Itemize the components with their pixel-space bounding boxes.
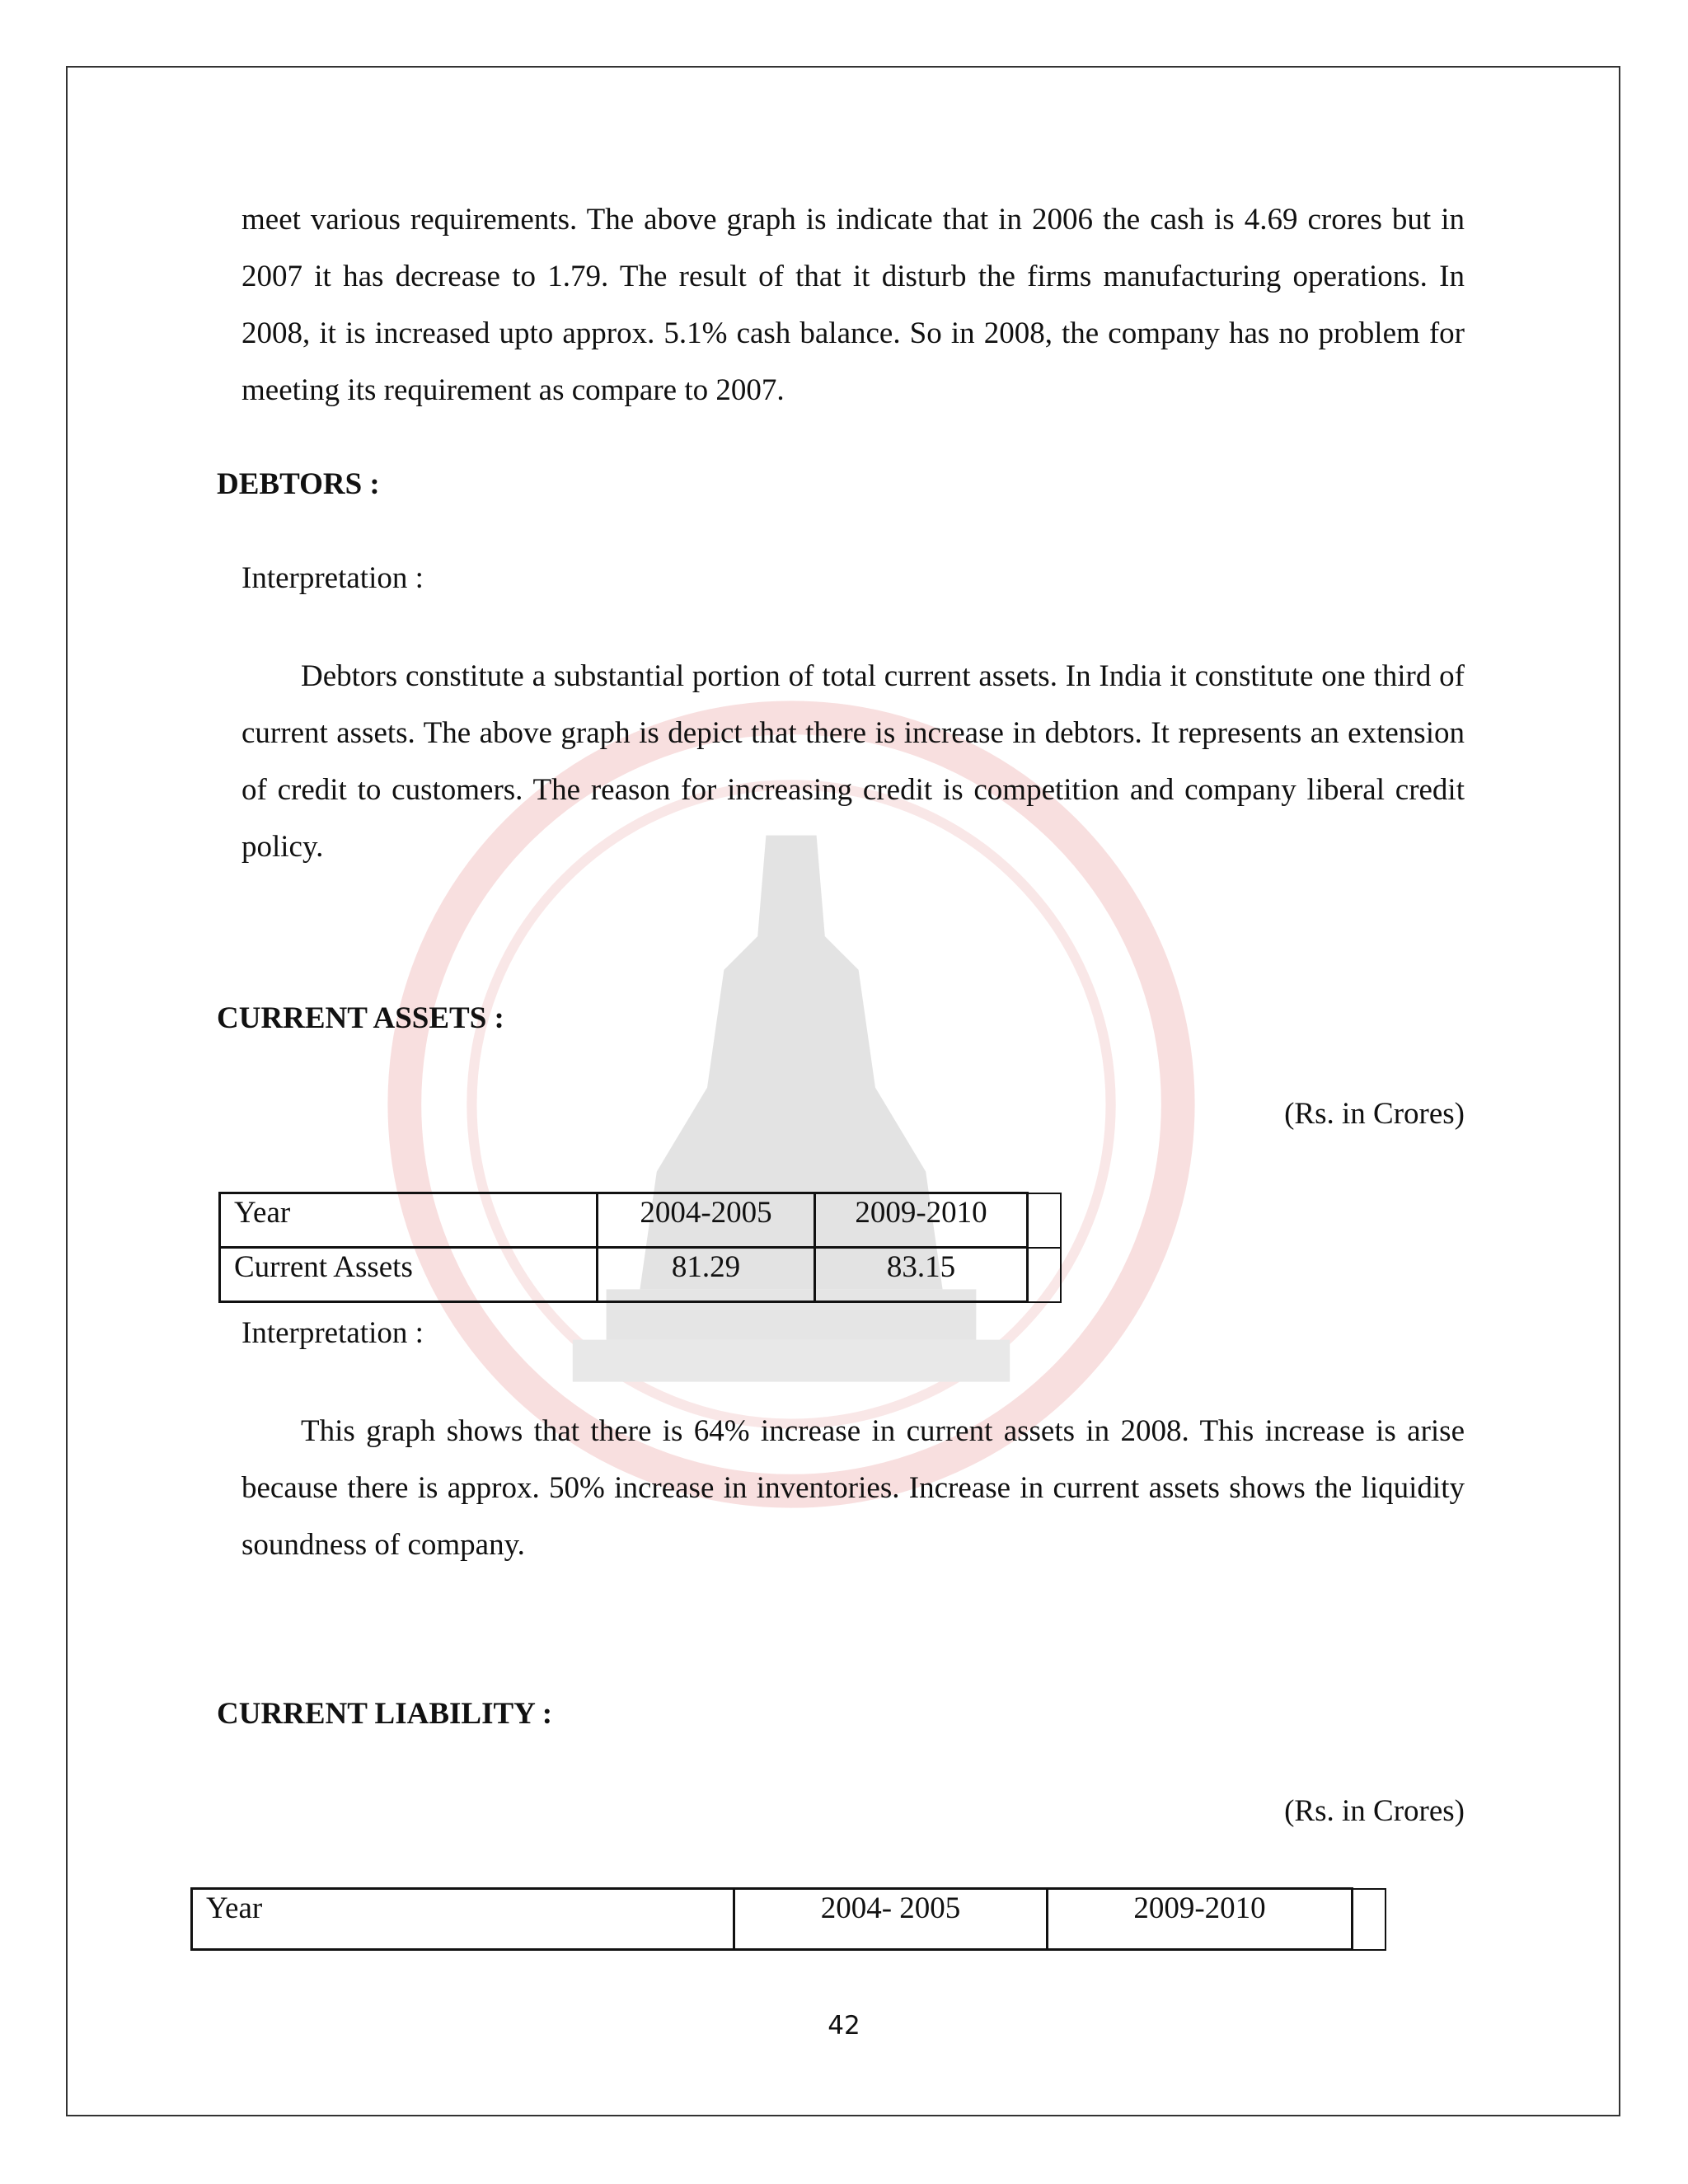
current-assets-heading: CURRENT ASSETS : (217, 1001, 504, 1035)
current-assets-table (218, 1192, 1062, 1303)
table-cell: 83.15 (815, 1248, 1028, 1302)
table-cell: 81.29 (598, 1248, 815, 1302)
table-cell-empty (1028, 1193, 1061, 1248)
table-cell-empty (1353, 1889, 1386, 1950)
table-cell: Current Assets (220, 1248, 598, 1302)
debtors-interpretation-label: Interpretation : (241, 561, 424, 595)
table-row (192, 1889, 1386, 1950)
page-number: 42 (828, 2011, 860, 2041)
table-cell: Year (220, 1193, 598, 1248)
current-assets-paragraph: This graph shows that there is 64% increase in current assets in 2008. This increase is arise because there is approx. 50% increase in inventories. Increase in current assets shows the liquidity soundness of company. (241, 1414, 1465, 1562)
table-cell: 2009-2010 (1048, 1889, 1353, 1950)
current-liability-table (190, 1887, 1386, 1951)
table-cell: Year (192, 1889, 734, 1950)
debtors-paragraph: Debtors constitute a substantial portion of total current assets. In India it constitute one third of current assets. The above graph is depict that there is increase in debtors. It represents an extension of credit to customers. The reason for increasing credit is competition and company liberal credit policy. (241, 659, 1465, 864)
table-row (220, 1248, 1061, 1302)
current-liability-units: (Rs. in Crores) (1284, 1794, 1465, 1828)
table-cell: 2009-2010 (815, 1193, 1028, 1248)
table-cell: 2004-2005 (598, 1193, 815, 1248)
current-assets-interpretation-label: Interpretation : (241, 1316, 424, 1350)
current-liability-heading: CURRENT LIABILITY : (217, 1697, 553, 1731)
intro-paragraph: meet various requirements. The above graph is indicate that in 2006 the cash is 4.69 crores but in 2007 it has decrease to 1.79. The result of that it disturb the firms manufacturing operations. In 2008, it is increased upto approx. 5.1% cash balance. So in 2008, the company has no problem for meeting its requirement as compare to 2007. (241, 203, 1465, 407)
table-cell-empty (1028, 1248, 1061, 1302)
table-row (220, 1193, 1061, 1248)
table-cell: 2004- 2005 (734, 1889, 1048, 1950)
current-assets-units: (Rs. in Crores) (1284, 1097, 1465, 1131)
debtors-heading: DEBTORS : (217, 467, 380, 501)
